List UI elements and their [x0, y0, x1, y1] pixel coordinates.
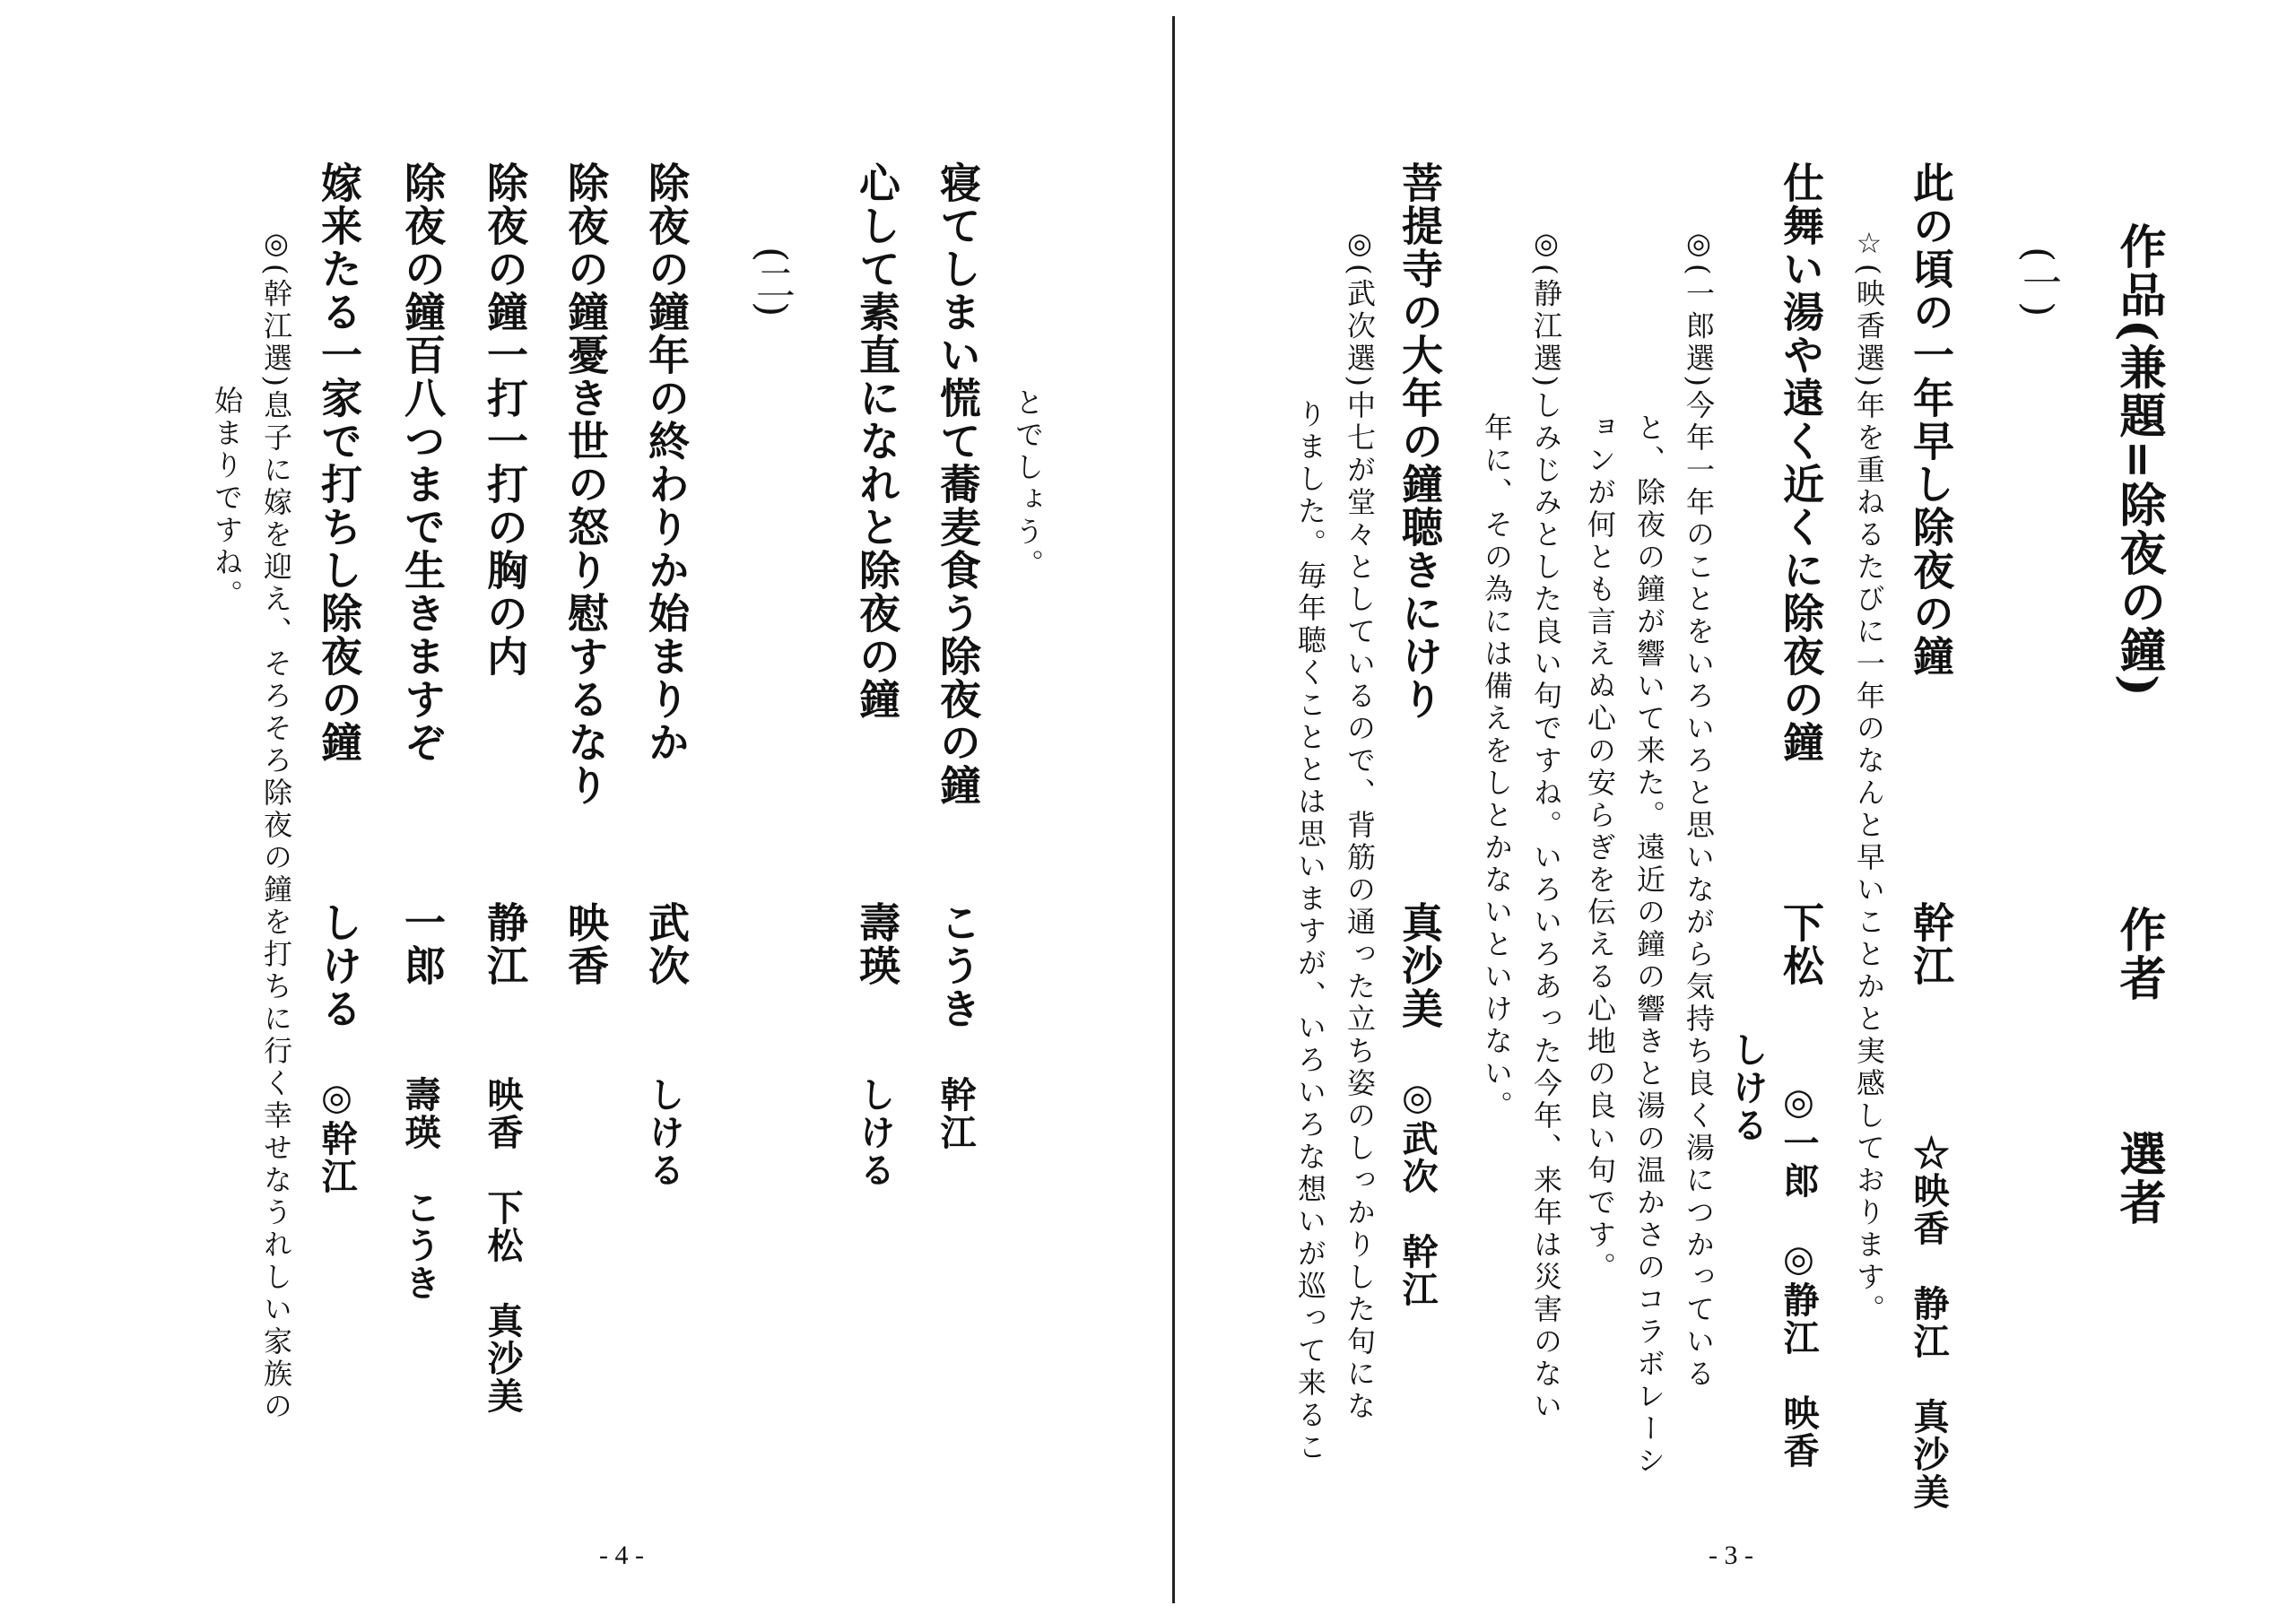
haiku-4-selectors: 幹江	[935, 1076, 977, 1151]
comment-4-line-1: ◎(武次選)中七が堂々としているので、背筋の通った立ち姿のしっかりした句にな	[1343, 226, 1377, 1423]
comment-3-line-2: 年に、その為には備えをしとかないといけない。	[1480, 412, 1514, 1123]
header-selector: 選者	[2111, 1130, 2166, 1227]
comment-1: ☆(映香選)年を重ねるたびに一年のなんと早いことかと実感しております。	[1852, 226, 1886, 1326]
haiku-9-selectors: 壽瑛 こうき	[399, 1076, 441, 1302]
comment-continuation: とでしょう。	[1011, 387, 1045, 581]
haiku-10-selectors: ◎幹江	[316, 1076, 358, 1195]
section-heading-1: (一)	[2015, 247, 2061, 317]
comment-2-line-1: ◎(一郎選)今年一年のことをいろいろと思いながら気持ち良く湯につかっている	[1682, 226, 1716, 1391]
haiku-3-author: 真沙美	[1396, 901, 1444, 1030]
haiku-5-selectors: しける	[854, 1076, 896, 1189]
haiku-4-author: こうき	[934, 901, 982, 1030]
haiku-2-selectors: ◎一郎 ◎静江 映香	[1778, 1081, 1820, 1470]
haiku-3-selectors: ◎武次 幹江	[1396, 1076, 1439, 1308]
haiku-8: 除夜の鐘一打一打の胸の内	[481, 161, 529, 678]
haiku-10: 嫁来たる一家で打ちし除夜の鐘	[315, 161, 363, 764]
page-divider	[1172, 16, 1175, 1603]
haiku-2-selectors-2: しける	[1726, 1031, 1769, 1144]
page-title: 作品(兼題=除夜の鐘)	[2111, 222, 2166, 699]
header-author: 作者	[2111, 906, 2166, 1002]
haiku-2-author: 下松	[1777, 901, 1825, 987]
haiku-1: 此の頃の一年早し除夜の鐘	[1907, 161, 1955, 678]
haiku-1-author: 幹江	[1907, 901, 1955, 987]
haiku-6-selectors: しける	[643, 1076, 685, 1189]
haiku-2: 仕舞い湯や遠く近くに除夜の鐘	[1777, 161, 1825, 764]
haiku-10-author: しける	[315, 901, 363, 1030]
comment-5-line-2: 始まりですね。	[210, 386, 244, 612]
haiku-4: 寝てしまい慌て蕎麦食う除夜の鐘	[934, 161, 982, 807]
comment-3-line-1: ◎(静江選)しみじみとした良い句ですね。いろいろあった今年、来年は災害のない	[1529, 226, 1563, 1423]
comment-4-line-2: りました。毎年聴くこととは思いますが、いろいろな想いが巡って来るこ	[1293, 399, 1327, 1464]
haiku-3: 菩提寺の大年の鐘聴きにけり	[1396, 161, 1444, 721]
haiku-5-author: 壽瑛	[853, 901, 901, 987]
haiku-9: 除夜の鐘百八つまで生きますぞ	[398, 161, 447, 764]
haiku-9-author: 一郎	[398, 901, 447, 987]
page-number-4: - 4 -	[599, 1541, 644, 1570]
haiku-6: 除夜の鐘年の終わりか始まりか	[642, 161, 691, 764]
haiku-5: 心して素直になれと除夜の鐘	[853, 161, 901, 721]
comment-2-line-2: と、除夜の鐘が響いて来た。遠近の鐘の響きと湯の温かさのコラボレーシ	[1632, 412, 1666, 1478]
haiku-7: 除夜の鐘憂き世の怒り慰するなり	[561, 161, 610, 807]
comment-2-line-3: ョンが何とも言えぬ心の安らぎを伝える心地の良い句です。	[1583, 412, 1617, 1284]
haiku-1-selectors: ☆映香 静江 真沙美	[1908, 1134, 1950, 1511]
page-number-3: - 3 -	[1709, 1541, 1753, 1570]
haiku-8-selectors: 映香 下松 真沙美	[482, 1076, 524, 1415]
haiku-6-author: 武次	[642, 901, 691, 987]
comment-5-line-1: ◎(幹江選)息子に嫁を迎え、そろそろ除夜の鐘を打ちに行く幸せなうれしい家族の	[259, 226, 293, 1423]
section-heading-2: (二)	[749, 247, 795, 317]
haiku-8-author: 静江	[481, 901, 529, 987]
haiku-7-author: 映香	[561, 901, 610, 987]
